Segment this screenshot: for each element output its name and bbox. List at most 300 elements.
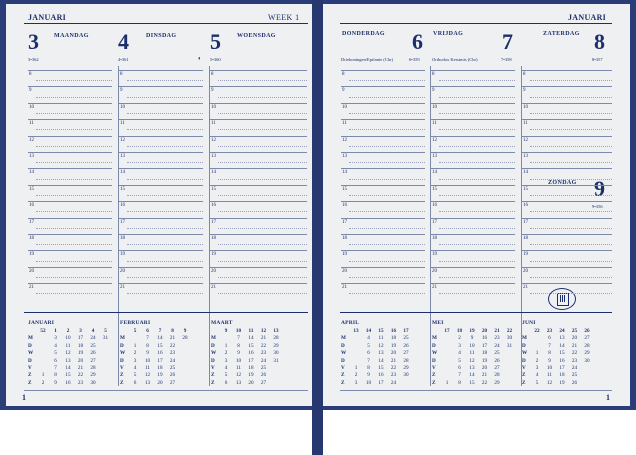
calendar-day: 30: [506, 335, 513, 342]
calendar-day: 7: [54, 364, 57, 371]
calendar-day: 29: [403, 364, 409, 371]
hour-line: [210, 201, 307, 202]
hour-label: 20: [29, 268, 34, 274]
weekday-letter: D: [120, 357, 124, 364]
calendar-day: 14: [65, 364, 71, 371]
calendar-day: 3: [54, 335, 57, 342]
day-name: VRIJDAG: [433, 31, 464, 37]
hour-line: [210, 250, 307, 251]
calendar-day: 27: [90, 357, 96, 364]
calendar-day: 21: [169, 335, 176, 342]
right-calendar-rule: [340, 312, 612, 313]
hour-line: [28, 168, 112, 169]
calendar-day: 28: [584, 342, 590, 349]
calendar-day: 8: [146, 342, 149, 349]
weekday-letter: V: [28, 364, 32, 371]
calendar-day: 22: [481, 379, 488, 386]
calendar-day: 29: [584, 350, 590, 357]
calendar-day: 28: [90, 364, 96, 371]
half-hour-line: [349, 277, 425, 278]
calendar-day: 25: [403, 335, 409, 342]
day-name: WOENSDAG: [237, 33, 276, 39]
calendar-day: 24: [494, 342, 500, 349]
week-number: 24: [559, 328, 565, 334]
calendar-day: 18: [77, 342, 84, 349]
weekday-letter: D: [432, 357, 436, 364]
half-hour-line: [127, 129, 203, 130]
half-hour-line: [349, 162, 425, 163]
left-footer-rule: [24, 390, 308, 391]
calendar-day: 3: [458, 342, 461, 349]
hour-label: 13: [211, 154, 216, 159]
weekday-letter: Z: [522, 379, 526, 386]
hour-line: [522, 185, 612, 186]
hour-label: 19: [29, 252, 34, 258]
calendar-day: 9: [146, 350, 149, 357]
hour-label: 17: [120, 219, 125, 225]
week-number: 21: [494, 328, 500, 334]
calendar-day: 2: [535, 357, 539, 364]
hour-line: [119, 119, 203, 120]
half-hour-line: [530, 162, 612, 163]
calendar-day: 22: [571, 350, 578, 357]
calendar-day: 8: [367, 364, 370, 371]
calendar-day: 9: [470, 335, 474, 342]
weekday-letter: D: [28, 357, 32, 364]
hour-label: 12: [523, 137, 528, 143]
week-number: 17: [403, 328, 409, 334]
half-hour-line: [530, 97, 612, 98]
hour-line: [431, 218, 515, 219]
calendar-day: 6: [54, 357, 57, 364]
weekday-letter: D: [211, 342, 215, 349]
hour-label: 20: [211, 268, 216, 274]
calendar-day: 7: [367, 357, 370, 364]
calendar-day: 28: [403, 357, 409, 364]
hour-line: [119, 185, 203, 186]
day-number: 8: [594, 29, 605, 54]
hour-label: 18: [432, 236, 437, 241]
calendar-day: 12: [144, 372, 151, 379]
hour-line: [431, 103, 515, 104]
day-number: 7: [502, 29, 513, 54]
half-hour-line: [127, 244, 203, 245]
hour-line: [522, 119, 612, 120]
hour-label: 11: [29, 121, 34, 127]
calendar-day: 21: [260, 335, 267, 342]
hour-line: [341, 250, 425, 251]
calendar-day: 31: [506, 342, 513, 349]
calendar-day: 31: [102, 335, 109, 342]
mini-calendar-title: MAART: [211, 320, 233, 326]
week-number: 14: [365, 328, 372, 334]
hour-label: 11: [432, 121, 437, 127]
calendar-day: 29: [273, 342, 279, 349]
weekday-letter: D: [522, 357, 526, 364]
calendar-day: 21: [390, 357, 397, 364]
calendar-day: 30: [273, 350, 279, 357]
calendar-day: 21: [571, 342, 578, 349]
hour-label: 12: [432, 137, 437, 143]
half-hour-line: [530, 113, 612, 114]
half-hour-line: [349, 80, 425, 81]
day-name: DINSDAG: [146, 33, 177, 39]
half-hour-line: [530, 146, 612, 147]
calendar-day: 23: [77, 379, 84, 386]
hour-label: 15: [342, 186, 347, 192]
calendar-day: 17: [157, 357, 163, 364]
hour-label: 19: [211, 252, 216, 258]
calendar-day: 17: [378, 379, 384, 386]
half-hour-line: [530, 277, 612, 278]
half-hour-line: [439, 80, 515, 81]
week-number: 1: [54, 328, 57, 334]
calendar-day: 8: [548, 350, 551, 357]
weekday-letter: M: [28, 335, 33, 342]
hour-line: [119, 70, 203, 71]
day-number: 3: [28, 29, 39, 54]
calendar-day: 19: [390, 342, 397, 349]
half-hour-line: [349, 293, 425, 294]
weekday-letter: D: [432, 342, 436, 349]
weekday-letter: Z: [211, 379, 215, 386]
hour-label: 12: [211, 137, 216, 143]
calendar-day: 17: [248, 357, 254, 364]
hour-label: 8: [211, 72, 214, 77]
half-hour-line: [439, 195, 515, 196]
calendar-day: 24: [169, 357, 176, 364]
half-hour-line: [439, 293, 515, 294]
calendar-day: 14: [378, 357, 384, 364]
right-month-title: JANUARI: [568, 13, 607, 22]
half-hour-line: [218, 277, 307, 278]
calendar-day: 24: [90, 335, 96, 342]
hour-label: 16: [523, 203, 528, 209]
week-number: 9: [183, 328, 187, 334]
hour-line: [119, 267, 203, 268]
calendar-day: 6: [458, 364, 461, 371]
hour-line: [522, 103, 612, 104]
hour-label: 15: [523, 186, 528, 192]
calendar-day: 6: [133, 379, 137, 386]
crest-emblem-icon: [548, 288, 576, 310]
right-header-rule: [340, 23, 612, 24]
calendar-day: 3: [535, 364, 539, 371]
hour-label: 8: [342, 72, 345, 77]
hour-label: 20: [342, 268, 347, 274]
weekday-letter: V: [341, 364, 345, 371]
week-number: 2: [66, 328, 70, 334]
calendar-day: 27: [260, 379, 267, 386]
hour-label: 19: [523, 252, 528, 258]
hour-line: [522, 86, 612, 87]
calendar-day: 19: [77, 350, 84, 357]
calendar-day: 19: [559, 379, 565, 386]
hour-line: [119, 250, 203, 251]
calendar-day: 10: [546, 364, 553, 371]
left-calendar-rule: [24, 312, 308, 313]
hour-label: 15: [432, 186, 437, 192]
hour-label: 20: [432, 268, 437, 274]
hour-label: 8: [432, 72, 435, 77]
calendar-day: 18: [481, 350, 488, 357]
calendar-day: 16: [559, 357, 565, 364]
hour-label: 16: [432, 203, 437, 209]
hour-label: 10: [120, 104, 125, 110]
half-hour-line: [127, 228, 203, 229]
bookmark-ribbon: [316, 410, 319, 455]
spine-ribbon: [312, 0, 323, 455]
hour-line: [119, 234, 203, 235]
half-hour-line: [127, 261, 203, 262]
weekday-letter: V: [211, 364, 215, 371]
hour-label: 16: [29, 203, 34, 209]
calendar-day: 17: [559, 364, 565, 371]
calendar-day: 20: [77, 357, 84, 364]
hour-label: 11: [342, 121, 347, 127]
calendar-day: 22: [169, 342, 176, 349]
hour-label: 21: [523, 285, 528, 291]
weekday-letter: D: [120, 342, 124, 349]
hour-line: [28, 136, 112, 137]
sunday-number: 9: [594, 176, 605, 201]
hour-line: [341, 119, 425, 120]
calendar-day: 23: [494, 335, 500, 342]
hour-line: [28, 86, 112, 87]
calendar-day: 10: [469, 342, 475, 349]
week-number: 12: [260, 328, 267, 334]
weekday-letter: D: [211, 357, 215, 364]
weekday-letter: Z: [341, 379, 345, 386]
hour-line: [522, 234, 612, 235]
hour-line: [431, 201, 515, 202]
week-number: 11: [248, 328, 254, 334]
half-hour-line: [127, 80, 203, 81]
hour-label: 8: [120, 72, 123, 77]
calendar-day: 8: [237, 342, 240, 349]
weekday-letter: Z: [28, 372, 32, 379]
weekday-letter: M: [432, 335, 437, 342]
calendar-day: 7: [146, 335, 149, 342]
calendar-day: 4: [133, 364, 137, 371]
day-count: 5•360: [210, 57, 221, 62]
day-count: 7•358: [501, 57, 512, 62]
calendar-day: 28: [273, 335, 279, 342]
hour-line: [210, 136, 307, 137]
right-page-number: 1: [606, 393, 610, 402]
hour-label: 16: [120, 203, 125, 209]
hour-line: [28, 283, 112, 284]
hour-line: [210, 283, 307, 284]
hour-label: 20: [120, 268, 125, 274]
hour-line: [210, 267, 307, 268]
hour-line: [431, 168, 515, 169]
day-name: MAANDAG: [54, 33, 89, 39]
half-hour-line: [439, 97, 515, 98]
hour-label: 9: [432, 88, 435, 94]
sunday-name: ZONDAG: [548, 180, 577, 186]
hour-label: 13: [523, 154, 528, 159]
half-hour-line: [349, 146, 425, 147]
calendar-day: 12: [65, 350, 71, 357]
hour-line: [431, 86, 515, 87]
left-page-number: 1: [22, 393, 26, 402]
calendar-day: 4: [224, 364, 228, 371]
calendar-day: 24: [390, 379, 397, 386]
weekday-letter: M: [120, 335, 125, 342]
half-hour-line: [127, 162, 203, 163]
hour-label: 19: [342, 252, 347, 258]
half-hour-line: [439, 211, 515, 212]
calendar-day: 15: [378, 364, 384, 371]
calendar-day: 13: [469, 364, 475, 371]
half-hour-line: [439, 113, 515, 114]
calendar-day: 9: [54, 379, 57, 386]
day-number: 4: [118, 29, 129, 54]
half-hour-line: [218, 195, 307, 196]
hour-label: 10: [432, 104, 437, 110]
half-hour-line: [127, 277, 203, 278]
week-number: 5: [104, 328, 107, 334]
hour-line: [28, 185, 112, 186]
weekday-letter: Z: [28, 379, 32, 386]
hour-line: [431, 136, 515, 137]
calendar-day: 5: [133, 372, 137, 379]
half-hour-line: [218, 211, 307, 212]
half-hour-line: [218, 146, 307, 147]
day-number: 5: [210, 29, 221, 54]
hour-line: [119, 168, 203, 169]
hour-line: [522, 136, 612, 137]
hour-label: 16: [211, 203, 216, 209]
calendar-day: 20: [390, 350, 397, 357]
half-hour-line: [530, 195, 612, 196]
hour-line: [119, 218, 203, 219]
hour-line: [28, 250, 112, 251]
calendar-day: 15: [157, 342, 163, 349]
calendar-day: 19: [248, 372, 254, 379]
calendar-day: 23: [571, 357, 578, 364]
week-number: 8: [171, 328, 174, 334]
weekday-letter: W: [28, 350, 34, 357]
weekday-letter: M: [522, 335, 527, 342]
hour-label: 8: [29, 72, 32, 77]
week-number: 15: [378, 328, 384, 334]
week-number: 9: [224, 328, 228, 334]
hour-label: 13: [432, 154, 437, 159]
calendar-day: 19: [157, 372, 163, 379]
weekday-letter: D: [341, 357, 345, 364]
calendar-day: 27: [494, 364, 500, 371]
half-hour-line: [218, 244, 307, 245]
calendar-day: 13: [144, 379, 151, 386]
calendar-day: 15: [65, 372, 71, 379]
half-hour-line: [127, 113, 203, 114]
half-hour-line: [127, 146, 203, 147]
calendar-day: 5: [458, 357, 461, 364]
calendar-day: 20: [481, 364, 488, 371]
hour-line: [341, 86, 425, 87]
calendar-day: 10: [365, 379, 372, 386]
calendar-day: 6: [367, 350, 370, 357]
calendar-day: 16: [481, 335, 488, 342]
day-count: 3•362: [28, 57, 39, 62]
half-hour-line: [218, 113, 307, 114]
calendar-day: 1: [535, 350, 539, 357]
half-hour-line: [439, 228, 515, 229]
calendar-day: 15: [248, 342, 254, 349]
calendar-day: 26: [169, 372, 176, 379]
half-hour-line: [36, 162, 112, 163]
calendar-day: 11: [65, 342, 71, 349]
calendar-day: 5: [535, 379, 539, 386]
hour-line: [210, 86, 307, 87]
hour-line: [341, 152, 425, 153]
hour-line: [341, 283, 425, 284]
hour-label: 21: [342, 285, 347, 291]
calendar-day: 22: [77, 372, 84, 379]
half-hour-line: [349, 195, 425, 196]
hour-line: [119, 283, 203, 284]
calendar-day: 17: [481, 342, 488, 349]
hour-label: 9: [120, 88, 123, 94]
calendar-day: 24: [260, 357, 267, 364]
calendar-day: 27: [403, 350, 409, 357]
calendar-day: 26: [571, 379, 578, 386]
half-hour-line: [36, 113, 112, 114]
half-hour-line: [439, 146, 515, 147]
half-hour-line: [439, 129, 515, 130]
weekday-letter: W: [341, 350, 347, 357]
hour-line: [522, 218, 612, 219]
hour-line: [431, 234, 515, 235]
hour-label: 21: [432, 285, 437, 291]
half-hour-line: [349, 179, 425, 180]
hour-line: [119, 201, 203, 202]
week-number: 23: [546, 328, 553, 334]
week-number: 5: [133, 328, 137, 334]
left-header-rule: [24, 23, 308, 24]
hour-line: [341, 234, 425, 235]
hour-label: 14: [120, 170, 125, 176]
hour-label: 8: [523, 72, 526, 77]
hour-label: 21: [29, 285, 34, 291]
hour-line: [119, 136, 203, 137]
calendar-day: 31: [273, 357, 279, 364]
week-number: 20: [481, 328, 488, 334]
calendar-day: 2: [224, 350, 228, 357]
calendar-day: 4: [367, 335, 370, 342]
calendar-day: 12: [469, 357, 475, 364]
hour-label: 17: [29, 219, 34, 225]
calendar-day: 19: [481, 357, 488, 364]
hour-line: [28, 234, 112, 235]
half-hour-line: [349, 129, 425, 130]
half-hour-line: [218, 129, 307, 130]
hour-label: 15: [29, 186, 34, 192]
hour-label: 18: [523, 236, 528, 241]
half-hour-line: [349, 244, 425, 245]
calendar-day: 12: [235, 372, 242, 379]
hour-line: [341, 218, 425, 219]
calendar-day: 27: [169, 379, 176, 386]
half-hour-line: [127, 211, 203, 212]
calendar-day: 6: [548, 335, 551, 342]
weekday-letter: Z: [211, 372, 215, 379]
calendar-day: 18: [559, 372, 565, 379]
mini-calendar-title: JANUARI: [28, 320, 55, 326]
calendar-day: 3: [354, 379, 358, 386]
